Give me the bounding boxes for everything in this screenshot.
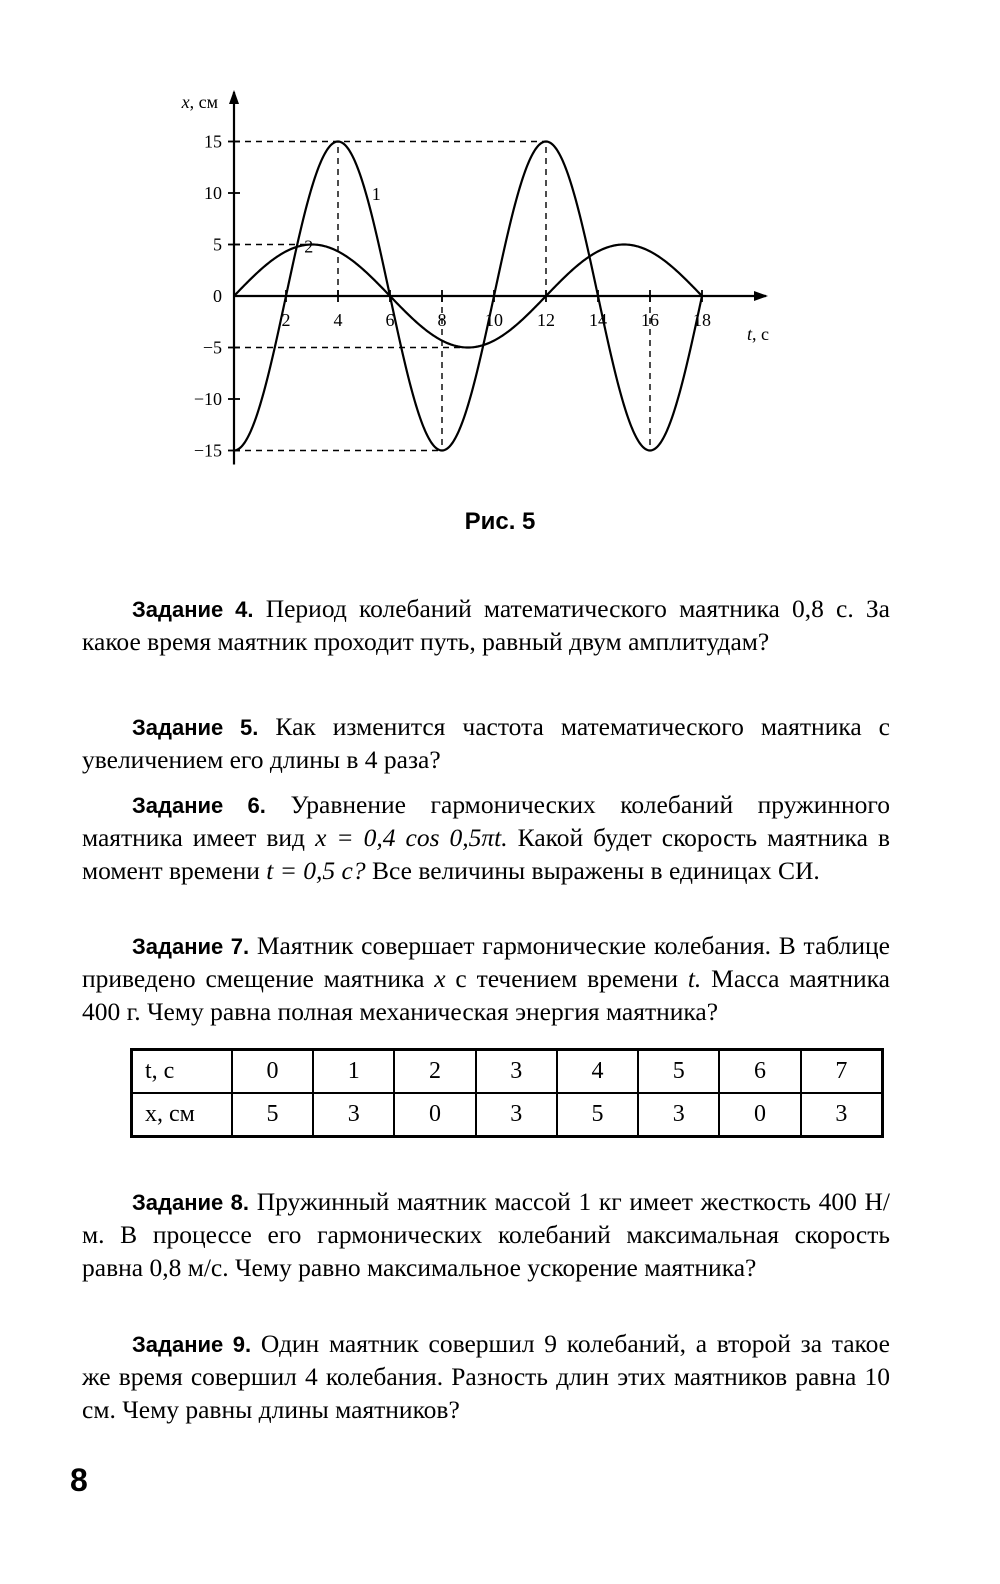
table-cell: 5 bbox=[557, 1093, 638, 1137]
table-cell: 3 bbox=[638, 1093, 719, 1137]
y-tick-label: −15 bbox=[193, 440, 222, 461]
table-header-time: t, с bbox=[132, 1050, 232, 1094]
task-7-text-1: Маятник совершает гармонические колебания. В таблице приведено смещение маятника bbox=[82, 930, 890, 993]
x-tick-label: 10 bbox=[485, 310, 503, 330]
task-7-text-2: с течением времени bbox=[455, 964, 678, 993]
table-cell: 5 bbox=[638, 1050, 719, 1094]
task-4-label: Задание 4. bbox=[132, 596, 254, 622]
y-tick-label: 5 bbox=[213, 234, 222, 255]
series-2-label: 2 bbox=[304, 236, 314, 257]
figure-caption: Рис. 5 bbox=[464, 508, 536, 535]
task-4 bbox=[82, 593, 890, 659]
task-8 bbox=[82, 1186, 890, 1285]
task-4-text: Период колебаний математического маятника 0,8 с. За какое время маятник проходит путь, равный двум амплитудам? bbox=[82, 593, 890, 656]
y-tick-label: 15 bbox=[204, 131, 222, 152]
task-5 bbox=[82, 711, 890, 777]
table-cell: 3 bbox=[801, 1093, 883, 1137]
table-cell: 3 bbox=[313, 1093, 394, 1137]
task-7-var-x: x bbox=[434, 964, 446, 993]
table-cell: 4 bbox=[557, 1050, 638, 1094]
series-1-label: 1 bbox=[371, 184, 381, 205]
table-cell: 1 bbox=[313, 1050, 394, 1094]
task-5-text: Как изменится частота математического маятника с увеличением его длины в 4 раза? bbox=[82, 711, 890, 774]
x-axis-label: t, с bbox=[746, 324, 770, 344]
table-cell: 2 bbox=[394, 1050, 475, 1094]
task-7-var-t: t. bbox=[687, 964, 702, 993]
task-6-formula-1: x = 0,4 cos 0,5πt. bbox=[315, 823, 508, 852]
task-5-label: Задание 5. bbox=[132, 714, 259, 740]
task-7-label: Задание 7. bbox=[132, 933, 250, 959]
table-cell: 3 bbox=[476, 1093, 557, 1137]
task-8-label: Задание 8. bbox=[132, 1189, 250, 1215]
displacement-time-chart bbox=[150, 80, 830, 480]
x-tick-label: 12 bbox=[537, 310, 555, 330]
y-axis-label: x, см bbox=[181, 92, 218, 112]
table-cell: 0 bbox=[394, 1093, 475, 1137]
table-cell: 5 bbox=[232, 1093, 313, 1137]
task-7-text-3: Масса маятника 400 г. Чему равна полная механическая энергия маятника? bbox=[82, 964, 891, 1026]
chart-labels bbox=[181, 92, 769, 344]
task-6-text-3: Все величины выражены в единицах СИ. bbox=[372, 855, 820, 885]
table-cell: 6 bbox=[719, 1050, 800, 1094]
x-tick-label: 16 bbox=[641, 310, 659, 330]
task-8-text: Пружинный маятник массой 1 кг имеет жесткость 400 Н/м. В процессе его гармонических колебаний максимальная скорость равна 0,8 м/с. Чему равно максимальное ускорение маятника? bbox=[82, 1186, 890, 1282]
displacement-table bbox=[130, 1048, 884, 1138]
y-tick-label: −5 bbox=[202, 337, 222, 358]
task-7 bbox=[82, 930, 890, 1029]
table-cell: 0 bbox=[719, 1093, 800, 1137]
task-6-text-2: Какой будет скорость маятника в момент времени bbox=[82, 823, 891, 885]
task-6-label: Задание 6. bbox=[132, 792, 266, 818]
task-9-text: Один маятник совершил 9 колебаний, а второй за такое же время совершил 4 колебания. Разность длин этих маятников равна 10 см. Чему равны длины маятников? bbox=[82, 1328, 890, 1424]
task-6-formula-2: t = 0,5 с? bbox=[266, 855, 366, 885]
task-6 bbox=[82, 789, 890, 888]
x-tick-label: 4 bbox=[333, 310, 343, 330]
x-tick-label: 14 bbox=[589, 310, 607, 330]
x-tick-label: 18 bbox=[693, 310, 711, 330]
page-number: 8 bbox=[70, 1462, 88, 1498]
y-tick-label: 0 bbox=[213, 286, 222, 306]
x-tick-label: 6 bbox=[385, 310, 395, 330]
table-header-displacement: x, см bbox=[132, 1093, 232, 1137]
task-9-label: Задание 9. bbox=[132, 1331, 252, 1357]
table-cell: 0 bbox=[232, 1050, 313, 1094]
table-cell: 3 bbox=[476, 1050, 557, 1094]
table-row-time bbox=[132, 1050, 883, 1094]
y-tick-label: −10 bbox=[193, 389, 222, 409]
x-tick-label: 8 bbox=[437, 310, 447, 330]
task-6-text-1: Уравнение гармонических колебаний пружинного маятника имеет вид bbox=[82, 789, 891, 852]
x-tick-label: 2 bbox=[281, 310, 291, 330]
table-cell: 7 bbox=[801, 1050, 883, 1094]
table-row-displacement bbox=[132, 1093, 883, 1137]
task-9 bbox=[82, 1328, 890, 1427]
y-tick-label: 10 bbox=[204, 183, 222, 203]
chart-axes bbox=[234, 92, 766, 465]
